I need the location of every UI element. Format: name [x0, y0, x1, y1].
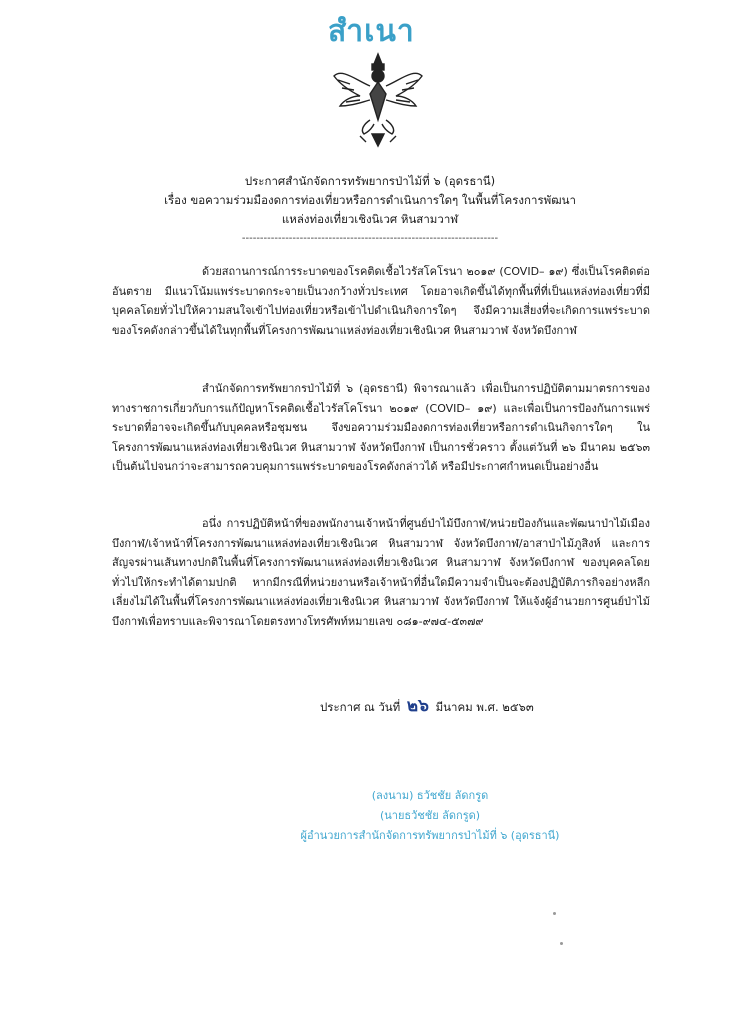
- header-subject: เรื่อง ขอความร่วมมืองดการท่องเที่ยวหรือการดำเนินการใดๆ ในพื้นที่โครงการพัฒนา: [164, 193, 576, 207]
- signer-name: (นายธวัชชัย ลัดกรูด): [379, 809, 481, 822]
- paragraph-3: [112, 514, 650, 631]
- paragraph-text: อนึ่ง การปฏิบัติหน้าที่ของพนักงานเจ้าหน้าที่ศูนย์ป่าไม้บึงกาฬ/หน่วยป้องกันและพัฒนาป่าไม้เมืองบึงกาฬ/เจ้าหน้าที่โครงการพัฒนาแหล่งท่องเที่ยวเชิงนิเวศ หินสามวาฬ จังหวัดบึงกาฬ/อาสาป่าไม้ภูสิงห์ และการสัญจรผ่านเส้นทางปกติในพื้นที่โครงการพัฒนาแหล่งท่องเที่ยวเชิงนิเวศ หินสามวาฬ จังหวัดบึงกาฬ ของบุคคลโดยทั่วไปให้กระทำได้ตามปกติ หากมีกรณีที่หน่วยงานหรือเจ้าหน้าที่อื่นใดมีความจำเป็นจะต้องปฏิบัติภารกิจอย่างหลีกเลี่ยงไม่ได้ในพื้นที่โครงการพัฒนาแหล่งท่องเที่ยวเชิงนิเวศ หินสามวาฬ จังหวัดบึงกาฬ ให้แจ้งผู้อำนวยการศูนย์ป่าไม้บึงกาฬเพื่อทราบและพิจารณาโดยตรงทางโทรศัพท์หมายเลข ๐๘๑-๙๗๔-๕๓๗๙: [112, 517, 650, 628]
- copy-stamp: สำเนา: [328, 14, 415, 49]
- header-title: ประกาศสำนักจัดการทรัพยากรป่าไม้ที่ ๖ (อุดรธานี): [244, 174, 496, 188]
- paragraph-1: [112, 262, 650, 340]
- signed-line: (ลงนาม) ธวัชชัย ลัดกรูด: [371, 789, 489, 802]
- paragraph-text: ด้วยสถานการณ์การระบาดของโรคติดเชื้อไวรัสโคโรนา ๒๐๑๙ (COVID– ๑๙) ซึ่งเป็นโรคติดต่ออันตราย มีแนวโน้มแพร่ระบาดกระจายเป็นวงกว้างทั่วประเทศ โดยอาจเกิดขึ้นได้ทุกพื้นที่ที่เป็นแหล่งท่องเที่ยวที่มีบุคคลโดยทั่วไปให้ความสนใจเข้าไปท่องเที่ยวหรือเข้าไปดำเนินกิจการใดๆ จึงมีความเสี่ยงที่จะเกิดการแพร่ระบาดของโรคดังกล่าวขึ้นได้ในทุกพื้นที่โครงการพัฒนาแหล่งท่องเที่ยวเชิงนิเวศ หินสามวาฬ จังหวัดบึงกาฬ: [112, 265, 650, 337]
- signer-position: ผู้อำนวยการสำนักจัดการทรัพยากรป่าไม้ที่ ๖ (อุดรธานี): [300, 829, 560, 842]
- handwritten-day: ๒๖: [406, 696, 429, 716]
- scan-speck: [553, 912, 556, 915]
- document-header: [150, 172, 590, 248]
- signature-block: [280, 786, 580, 846]
- scan-speck: [560, 942, 563, 945]
- announce-date: [320, 692, 534, 719]
- header-subject-cont: แหล่งท่องเที่ยวเชิงนิเวศ หินสามวาฬ: [281, 212, 459, 226]
- paragraph-text: สำนักจัดการทรัพยากรป่าไม้ที่ ๖ (อุดรธานี) พิจารณาแล้ว เพื่อเป็นการปฏิบัติตามมาตรการของทางราชการเกี่ยวกับการแก้ปัญหาโรคติดเชื้อไวรัสโคโรนา ๒๐๑๙ (COVID– ๑๙) และเพื่อเป็นการป้องกันการแพร่ระบาดที่อาจจะเกิดขึ้นกับบุคคลหรือชุมชน จึงขอความร่วมมืองดการท่องเที่ยวหรือการดำเนินกิจการใดๆ ในโครงการพัฒนาแหล่งท่องเที่ยวเชิงนิเวศ หินสามวาฬ จังหวัดบึงกาฬ เป็นการชั่วคราว ตั้งแต่วันที่ ๒๖ มีนาคม ๒๕๖๓ เป็นต้นไปจนกว่าจะสามารถควบคุมการแพร่ระบาดของโรคดังกล่าวได้ หรือมีประกาศกำหนดเป็นอย่างอื่น: [112, 382, 650, 473]
- announce-prefix: ประกาศ ณ วันที่: [320, 700, 401, 714]
- paragraph-2: [112, 379, 650, 477]
- header-divider: -----------------------------------------------------------------------: [241, 233, 499, 244]
- garuda-emblem: [330, 50, 426, 150]
- announce-suffix: มีนาคม พ.ศ. ๒๕๖๓: [435, 700, 534, 714]
